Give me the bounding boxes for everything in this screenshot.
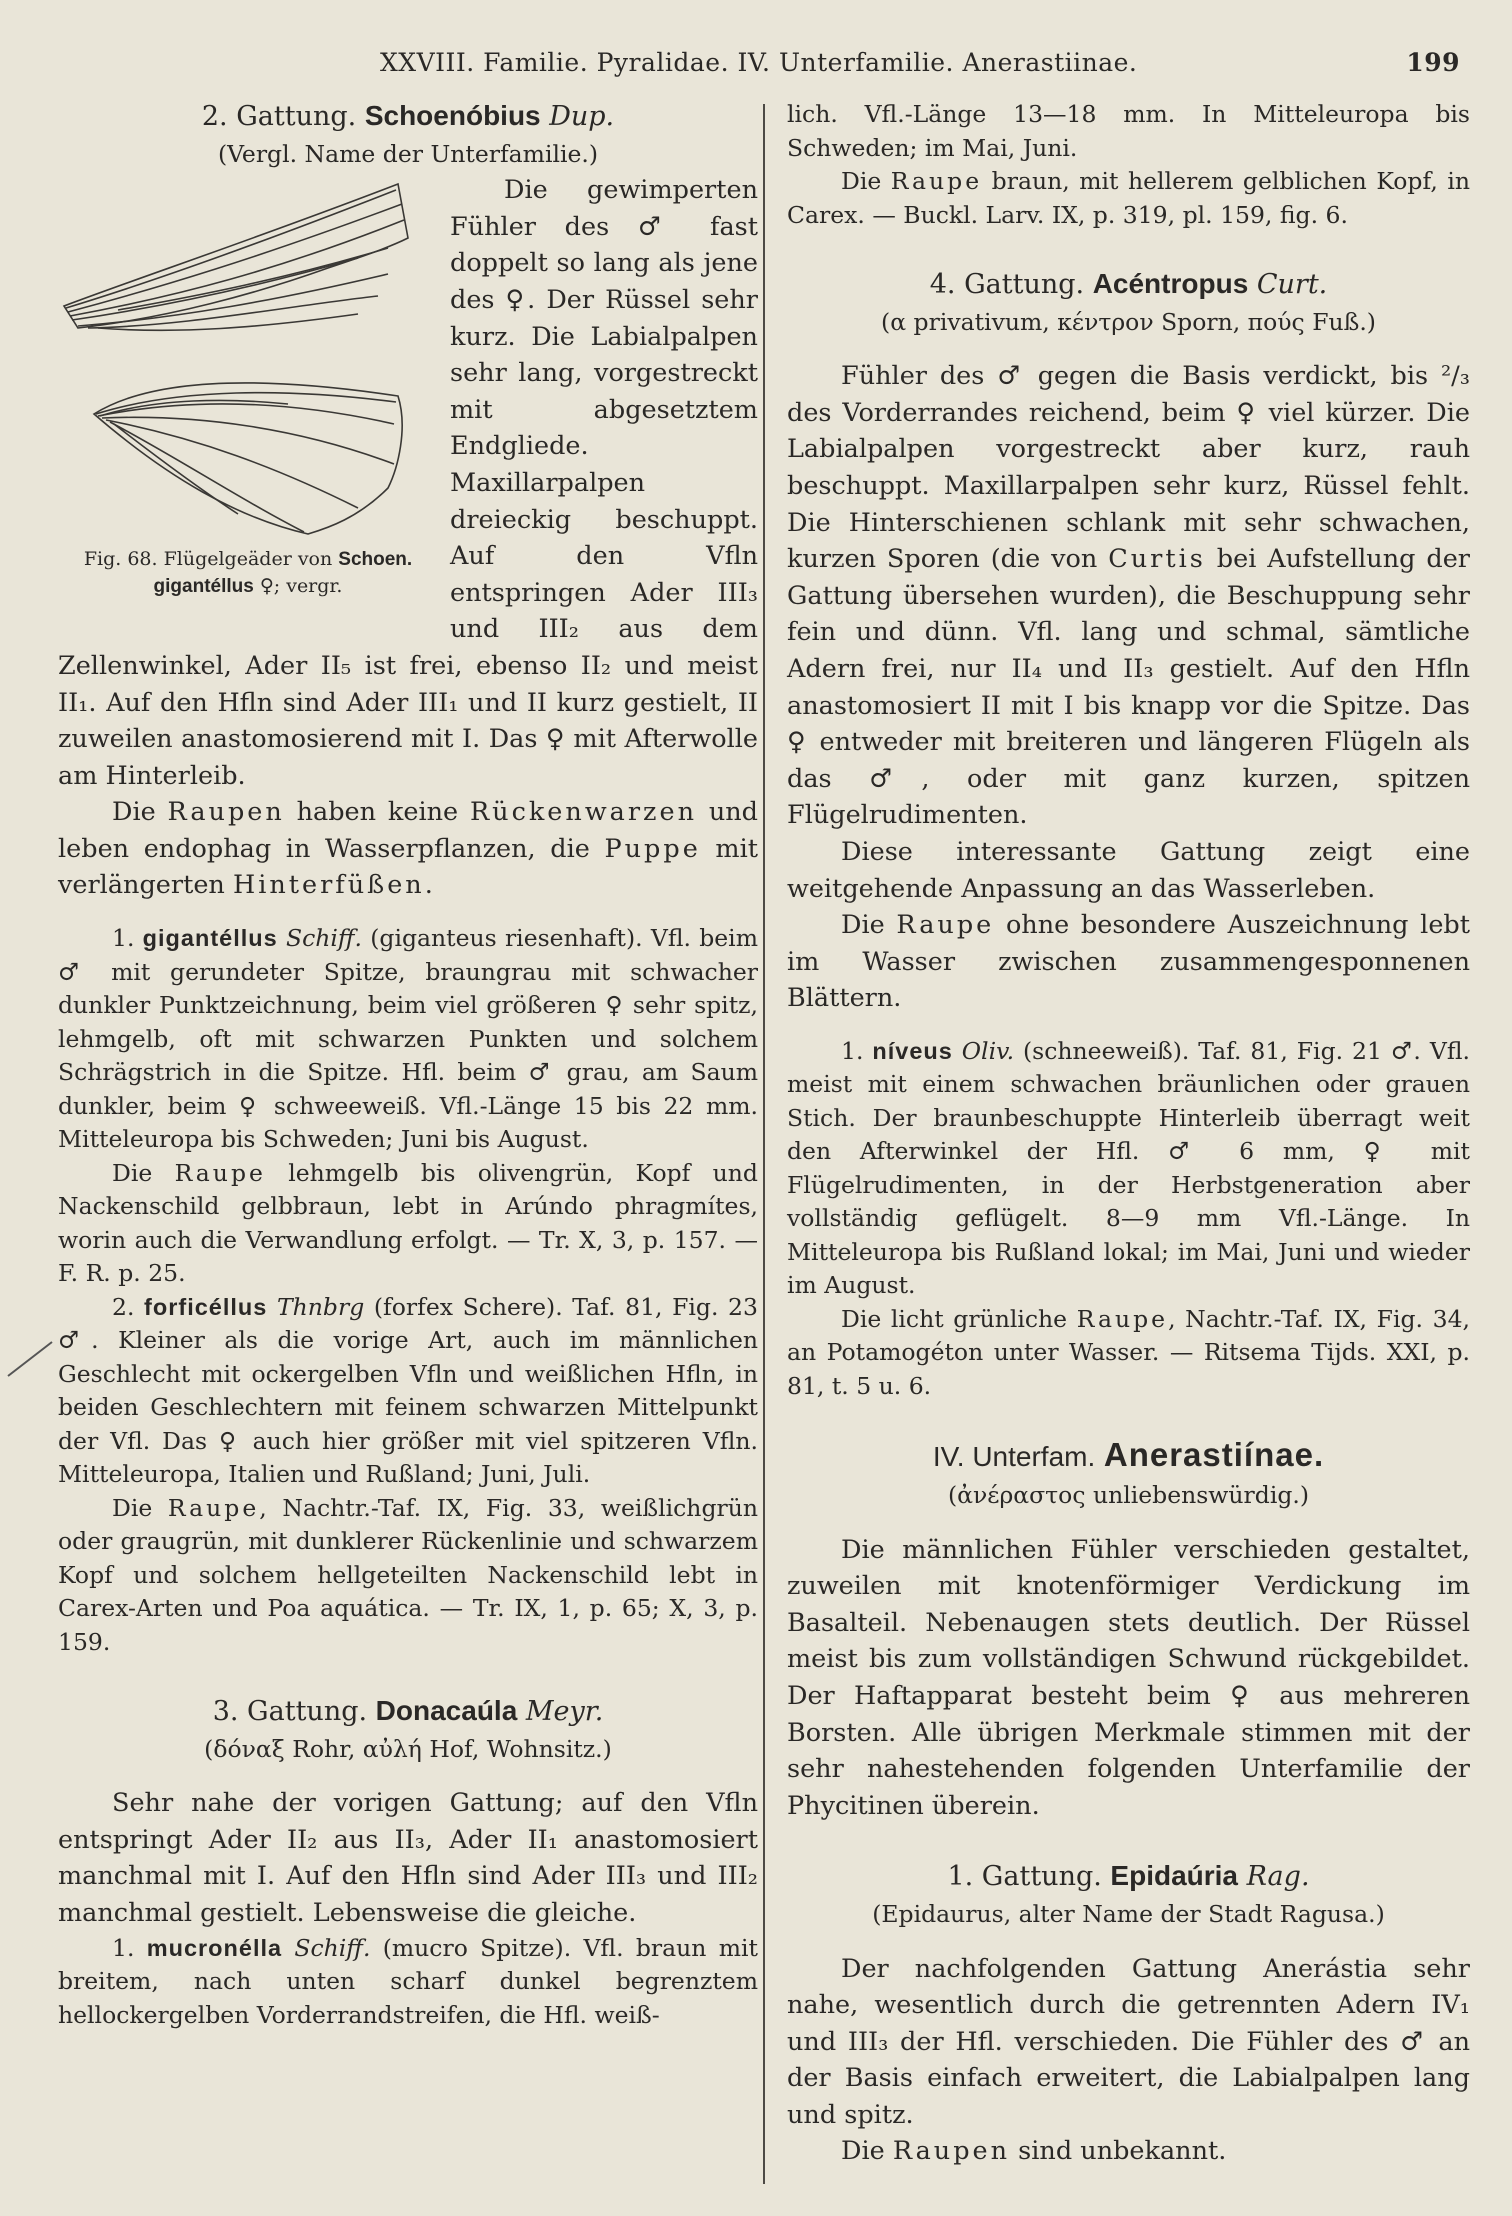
genus-etymology: (Vergl. Name der Unterfamilie.) [217,139,599,168]
genus-heading-epidauria: 1. Gattung. Epidaúria Rag. [947,1860,1310,1893]
species-continuation: lich. Vfl.-Länge 13—18 mm. In Mitteleuropa bis Schweden; im Mai, Juni. [787,100,1470,162]
species-larva-forficellus: Die Raupe, Nachtr.-Taf. IX, Fig. 33, weißlichgrün oder graugrün, mit dunklerer Rückenlinie und schwarzem Kopf und solchem hellgeteilten Nackenschild lebt in Carex-Arten und Poa aquática. — Tr. IX, 1, p. 65; X, 3, p. 159. [58,1493,758,1656]
right-column [787,98,1470,2170]
species-entry-gigantellus: 1. gigantéllus Schiff. (giganteus riesenhaft). Vfl. beim ♂ mit gerundeter Spitze, braungrau mit schwacher dunkler Punktzeichnung, beim viel größeren ♀ sehr spitz, lehmgelb, oft mit schwarzen Punkten und solchem Schrägstrich in die Spitze. Hfl. beim ♂ grau, am Saum dunkler, beim ♀ schweeweiß. Vfl.-Länge 15 bis 22 mm. Mitteleuropa bis Schweden; Juni bis August. [58,924,758,1154]
species-entry-mucronella: 1. mucronélla Schiff. (mucro Spitze). Vfl. braun mit breitem, nach unten scharf dunkel begrenztem hellockergelben Vorderrandstreifen, die Hfl. weiß- [58,1933,758,2029]
subfamily-description: Die männlichen Fühler verschieden gestaltet, zuweilen mit knotenförmiger Verdickung im Basalteil. Nebenaugen stets deutlich. Der Rüssel meist bis zum vollständigen Schwund rückgebildet. Der Haftapparat besteht beim ♀ aus mehreren Borsten. Alle übrigen Merkmale stimmen mit der sehr nahestehenden folgenden Unterfamilie der Phycitinen überein. [787,1534,1470,1821]
margin-pencil-mark [6,1338,56,1378]
species-larva-gigantellus: Die Raupe lehmgelb bis olivengrün, Kopf und Nackenschild gelbbraun, lebt in Arúndo phragmítes, worin auch die Verwandlung erfolgt. — Tr. X, 3, p. 157. — F. R. p. 25. [58,1158,758,1288]
species-entry-forficellus: 2. forficéllus Thnbrg (forfex Schere). Taf. 81, Fig. 23 ♂. Kleiner als die vorige Art, auch im männlichen Geschlecht mit ockergelben Vfln und weißlichen Hfln, in beiden Geschlechtern mit feinem schwarzen Mittelpunkt der Vfl. Das ♀ auch hier größer mit viel spitzeren Vfln. Mitteleuropa, Italien und Rußland; Juni, Juli. [58,1292,758,1489]
figure-caption: Fig. 68. Flügelgeäder von Schoen. gigantéllus ♀; vergr. [83,548,413,598]
subfamily-etymology: (ἀνέραστος unliebenswürdig.) [947,1480,1310,1509]
genus-description: Der nachfolgenden Gattung Anerástia sehr nahe, wesentlich durch die getrennten Adern IV₁ und III₃ der Hfl. verschieden. Die Fühler des ♂ an der Basis einfach erweitert, die Labialpalpen lang und spitz. [787,1953,1470,2130]
genus-heading-donacaula: 3. Gattung. Donacaúla Meyr. [212,1695,604,1728]
page-number: 199 [1406,48,1460,77]
species-larva-mucronella: Die Raupe braun, mit hellerem gelblichen Kopf, in Carex. — Buckl. Larv. IX, p. 319, pl. 159, fig. 6. [787,167,1470,229]
wing-venation-figure [58,178,438,548]
larva-note: Die Raupe ohne besondere Auszeichnung lebt im Wasser zwischen zusammengesponnenen Blättern. [787,910,1470,1014]
figure-68 [58,178,438,630]
column-rule [763,104,765,2184]
genus-etymology: (α privativum, κέντρον Sporn, πούς Fuß.) [881,307,1376,336]
genus-description: Sehr nahe der vorigen Gattung; auf den Vfln entspringt Ader II₂ aus II₃, Ader II₁ anastomosiert manchmal mit I. Auf den Hfln sind Ader III₃ und III₂ manchmal gestielt. Lebensweise die gleiche. [58,1788,758,1929]
genus-etymology: (δόναξ Rohr, αὐλή Hof, Wohnsitz.) [204,1734,612,1763]
subfamily-heading-anerastiinae: IV. Unterfam. Anerastiínae. [932,1436,1325,1474]
larva-note: Die Raupen haben keine Rückenwarzen und leben endophag in Wasserpflanzen, die Puppe mit verlängerten Hinterfüßen. [58,797,759,901]
species-larva-niveus: Die licht grünliche Raupe, Nachtr.-Taf. IX, Fig. 34, an Potamogéton unter Wasser. — Ritsema Tijds. XXI, p. 81, t. 5 u. 6. [787,1304,1470,1400]
genus-heading-schoenobius: 2. Gattung. Schoenóbius Dup. [201,100,615,132]
left-column [58,98,758,2032]
running-head [0,48,1512,88]
genus-adaptation-note: Diese interessante Gattung zeigt eine weitgehende Anpassung an das Wasserleben. [787,836,1470,904]
genus-description: Fühler des ♂ gegen die Basis verdickt, bis ²/₃ des Vorderrandes reichend, beim ♀ viel kürzer. Die Labialpalpen vorgestreckt aber kurz, rauh beschuppt. Maxillarpalpen sehr kurz, Rüssel fehlt. Die Hinterschienen schlank mit sehr schwachen, kurzen Sporen (die von Curtis bei Aufstellung der Gattung übersehen wurden), die Beschuppung sehr fein und dünn. Vfl. lang und schmal, sämtliche Adern frei, nur II₄ und II₃ gestielt. Auf den Hfln anastomosiert II mit I bis knapp vor die Spitze. Das ♀ entweder mit breiteren und längeren Flügeln als das ♂, oder mit ganz kurzen, spitzen Flügelrudimenten. [787,361,1470,831]
genus-heading-acentropus: 4. Gattung. Acéntropus Curt. [929,268,1328,300]
genus-etymology: (Epidaurus, alter Name der Stadt Ragusa.) [872,1899,1385,1928]
species-entry-niveus: 1. níveus Oliv. (schneeweiß). Taf. 81, Fig. 21 ♂. Vfl. meist mit einem schwachen bräunlichen oder grauen Stich. Der braunbeschuppte Hinterleib überragt weit den Afterwinkel der Hfl. ♂ 6 mm, ♀ mit Flügelrudimenten, in der Herbstgeneration aber vollständig geflügelt. 8—9 mm Vfl.-Länge. In Mitteleuropa bis Rußland lokal; im Mai, Juni und wieder im August. [787,1036,1470,1300]
running-head-title: XXVIII. Familie. Pyralidae. IV. Unterfamilie. Anerastiinae. [380,48,1138,77]
larva-note: Die Raupen sind unbekannt. [841,2136,1227,2167]
genus-description: Die gewimperten Fühler des ♂ fast doppelt so lang als jene des ♀. Der Rüssel sehr kurz. Die Labialpalpen sehr lang, vorgestreckt mit abgesetztem Endgliede. Maxillarpalpen dreieckig beschuppt. Auf den Vfln entspringen Ader III₃ und III₂ aus dem Zellenwinkel, Ader II₅ ist frei, ebenso II₂ und meist II₁. Auf den Hfln sind Ader III₁ und II kurz gestielt, II zuweilen anastomosierend mit I. Das ♀ mit Afterwolle am Hinterleib. [58,175,758,791]
